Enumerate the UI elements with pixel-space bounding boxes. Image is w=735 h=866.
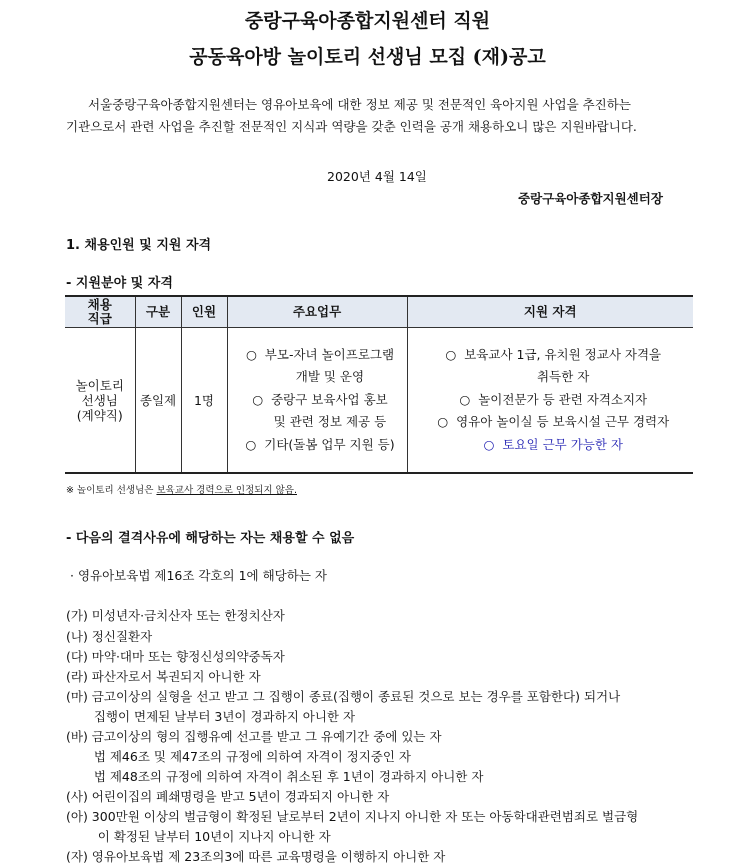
notice-title-line2: 공동육아방 놀이토리 선생님 모집 (재)공고 bbox=[189, 46, 546, 68]
note-underlined: 보육교사 경력으로 인정되지 않음. bbox=[156, 485, 297, 496]
header-type: 구분 bbox=[135, 296, 181, 328]
list-item: (가) 미성년자·금치산자 또는 한정치산자 bbox=[66, 608, 285, 623]
list-item: (아) 300만원 이상의 벌금형이 확정된 날로부터 2년이 지나지 아니한 자 또는 아동학대관련범죄로 벌금형 bbox=[66, 809, 639, 824]
job-line1: 놀이토리 bbox=[75, 377, 124, 393]
qualification-line: ○ 보육교사 1급, 유치원 정교사 자격을 bbox=[445, 346, 662, 362]
cell-count: 1명 bbox=[181, 328, 227, 474]
notice-date: 2020년 4월 14일 bbox=[327, 169, 427, 184]
job-line3: (계약직) bbox=[76, 407, 123, 423]
section1-subheading: - 지원분야 및 자격 bbox=[66, 276, 173, 291]
section1-heading: 1. 채용인원 및 지원 자격 bbox=[66, 238, 212, 253]
note-prefix: ※ 놀이토리 선생님은 bbox=[66, 485, 157, 496]
section2-heading: - 다음의 결격사유에 해당하는 자는 채용할 수 없음 bbox=[66, 531, 355, 546]
header-qualification: 지원 자격 bbox=[407, 296, 693, 328]
cell-qualifications bbox=[407, 328, 693, 474]
list-item: 이 확정된 날부터 10년이 지나지 아니한 자 bbox=[66, 829, 331, 844]
intro-line2: 기관으로서 관련 사업을 추진할 전문적인 지식과 역량을 갖춘 인력을 공개 채용하오니 많은 지원바랍니다. bbox=[66, 119, 637, 134]
list-item: 법 제48조의 규정에 의하여 자격이 취소된 후 1년이 경과하지 아니한 자 bbox=[66, 769, 484, 784]
signer: 중랑구육아종합지원센터장 bbox=[518, 191, 663, 206]
header-job-line2: 직급 bbox=[87, 311, 112, 326]
table-header-row bbox=[65, 296, 693, 328]
header-count: 인원 bbox=[181, 296, 227, 328]
qualification-line: ○ 영유아 놀이실 등 보육시설 근무 경력자 bbox=[437, 414, 670, 430]
duty-line: 개발 및 운영 bbox=[275, 369, 365, 385]
header-job-line1: 채용 bbox=[87, 297, 112, 312]
intro-line1: 서울중랑구육아종합지원센터는 영유아보육에 대한 정보 제공 및 전문적인 육아지원 사업을 추진하는 bbox=[88, 97, 631, 112]
cell-duties bbox=[227, 328, 407, 474]
cell-type: 종일제 bbox=[135, 328, 181, 474]
duty-line: ○ 부모-자녀 놀이프로그램 bbox=[245, 346, 395, 362]
header-job bbox=[65, 296, 135, 328]
duty-line: ○ 중랑구 보육사업 홍보 bbox=[252, 391, 388, 407]
list-item: 법 제46조 및 제47조의 규정에 의하여 자격이 정지중인 자 bbox=[66, 749, 411, 764]
list-item: (라) 파산자로서 복권되지 아니한 자 bbox=[66, 669, 261, 684]
cell-job bbox=[65, 328, 135, 474]
qualification-line-highlight: ○ 토요일 근무 가능한 자 bbox=[483, 436, 623, 452]
job-line2: 선생님 bbox=[81, 392, 118, 408]
list-item: (다) 마약·대마 또는 향정신성의약중독자 bbox=[66, 649, 285, 664]
duty-line: 및 관련 정보 제공 등 bbox=[253, 414, 387, 430]
recruitment-table bbox=[65, 295, 693, 474]
header-duties: 주요업무 bbox=[227, 296, 407, 328]
qualification-line: 취득한 자 bbox=[517, 369, 590, 385]
list-item: (사) 어린이집의 폐쇄명령을 받고 5년이 경과되지 아니한 자 bbox=[66, 789, 390, 804]
list-item: (자) 영유아보육법 제 23조의3에 따른 교육명령을 이행하지 아니한 자 bbox=[66, 849, 446, 864]
list-item: (바) 금고이상의 형의 집행유예 선고를 받고 그 유예기간 중에 있는 자 bbox=[66, 729, 442, 744]
list-item: (마) 금고이상의 실형을 선고 받고 그 집행이 종료(집행이 종료된 것으로 보는 경우를 포함한다) 되거나 bbox=[66, 689, 621, 704]
section2-lead: · 영유아보육법 제16조 각호의 1에 해당하는 자 bbox=[70, 568, 327, 583]
list-item: (나) 정신질환자 bbox=[66, 629, 153, 644]
list-item: 집행이 면제된 날부터 3년이 경과하지 아니한 자 bbox=[66, 709, 356, 724]
table-note bbox=[66, 482, 297, 496]
qualification-line: ○ 놀이전문가 등 관련 자격소지자 bbox=[459, 391, 648, 407]
duty-line: ○ 기타(돌봄 업무 지원 등) bbox=[245, 436, 395, 452]
table-row bbox=[65, 328, 693, 474]
notice-title-line1: 중랑구육아종합지원센터 직원 bbox=[244, 10, 491, 32]
